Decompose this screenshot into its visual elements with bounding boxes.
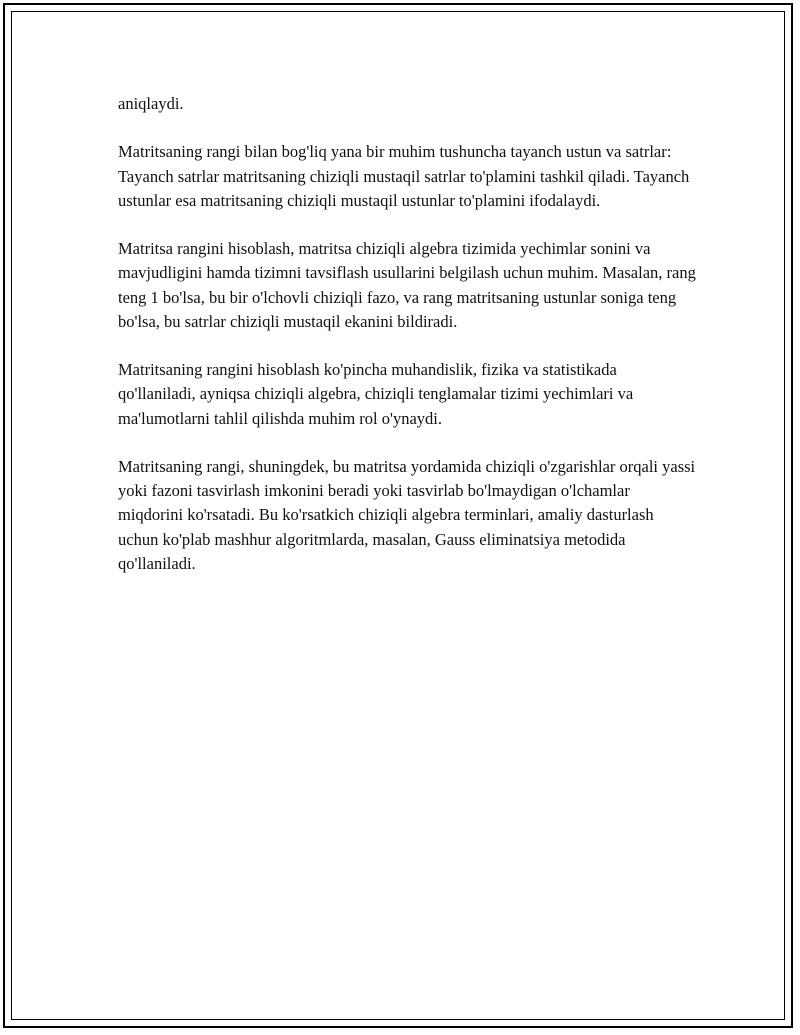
paragraph-rank-importance: Matritsa rangini hisoblash, matritsa chiziqli algebra tizimida yechimlar sonini va mavjudligini hamda tizimni tavsiflash usullarini belgilash uchun muhim. Masalan, rang teng 1 bo'lsa, bu bir o'lchovli chiziqli fazo, va rang matritsaning ustunlar soniga teng bo'lsa, bu satrlar chiziqli mustaqil ekanini bildiradi. <box>118 239 696 331</box>
paragraph-continuation: aniqlaydi. <box>118 94 184 113</box>
document-body <box>118 92 698 600</box>
paragraph-rank-transformations: Matritsaning rangi, shuningdek, bu matritsa yordamida chiziqli o'zgarishlar orqali yassi yoki fazoni tasvirlash imkonini beradi yoki tasvirlab bo'lmaydigan o'lchamlar miqdorini ko'rsatadi. Bu ko'rsatkich chiziqli algebra terminlari, amaliy dasturlash uchun ko'plab mashhur algoritmlarda, masalan, Gauss eliminatsiya metodida qo'llaniladi. <box>118 456 696 573</box>
paragraph-rank-applications: Matritsaning rangini hisoblash ko'pincha muhandislik, fizika va statistikada qo'llaniladi, ayniqsa chiziqli algebra, chiziqli tenglamalar tizimi yechimlari va ma'lumotlarni tahlil qilishda muhim rol o'ynaydi. <box>118 360 634 428</box>
paragraph-basis-rows-columns: Matritsaning rangi bilan bog'liq yana bir muhim tushuncha tayanch ustun va satrlar: Tayanch satrlar matritsaning chiziqli mustaqil satrlar to'plamini tashkil qiladi. Tayanch ustunlar esa matritsaning chiziqli mustaqil ustunlar to'plamini ifodalaydi. <box>118 142 690 210</box>
